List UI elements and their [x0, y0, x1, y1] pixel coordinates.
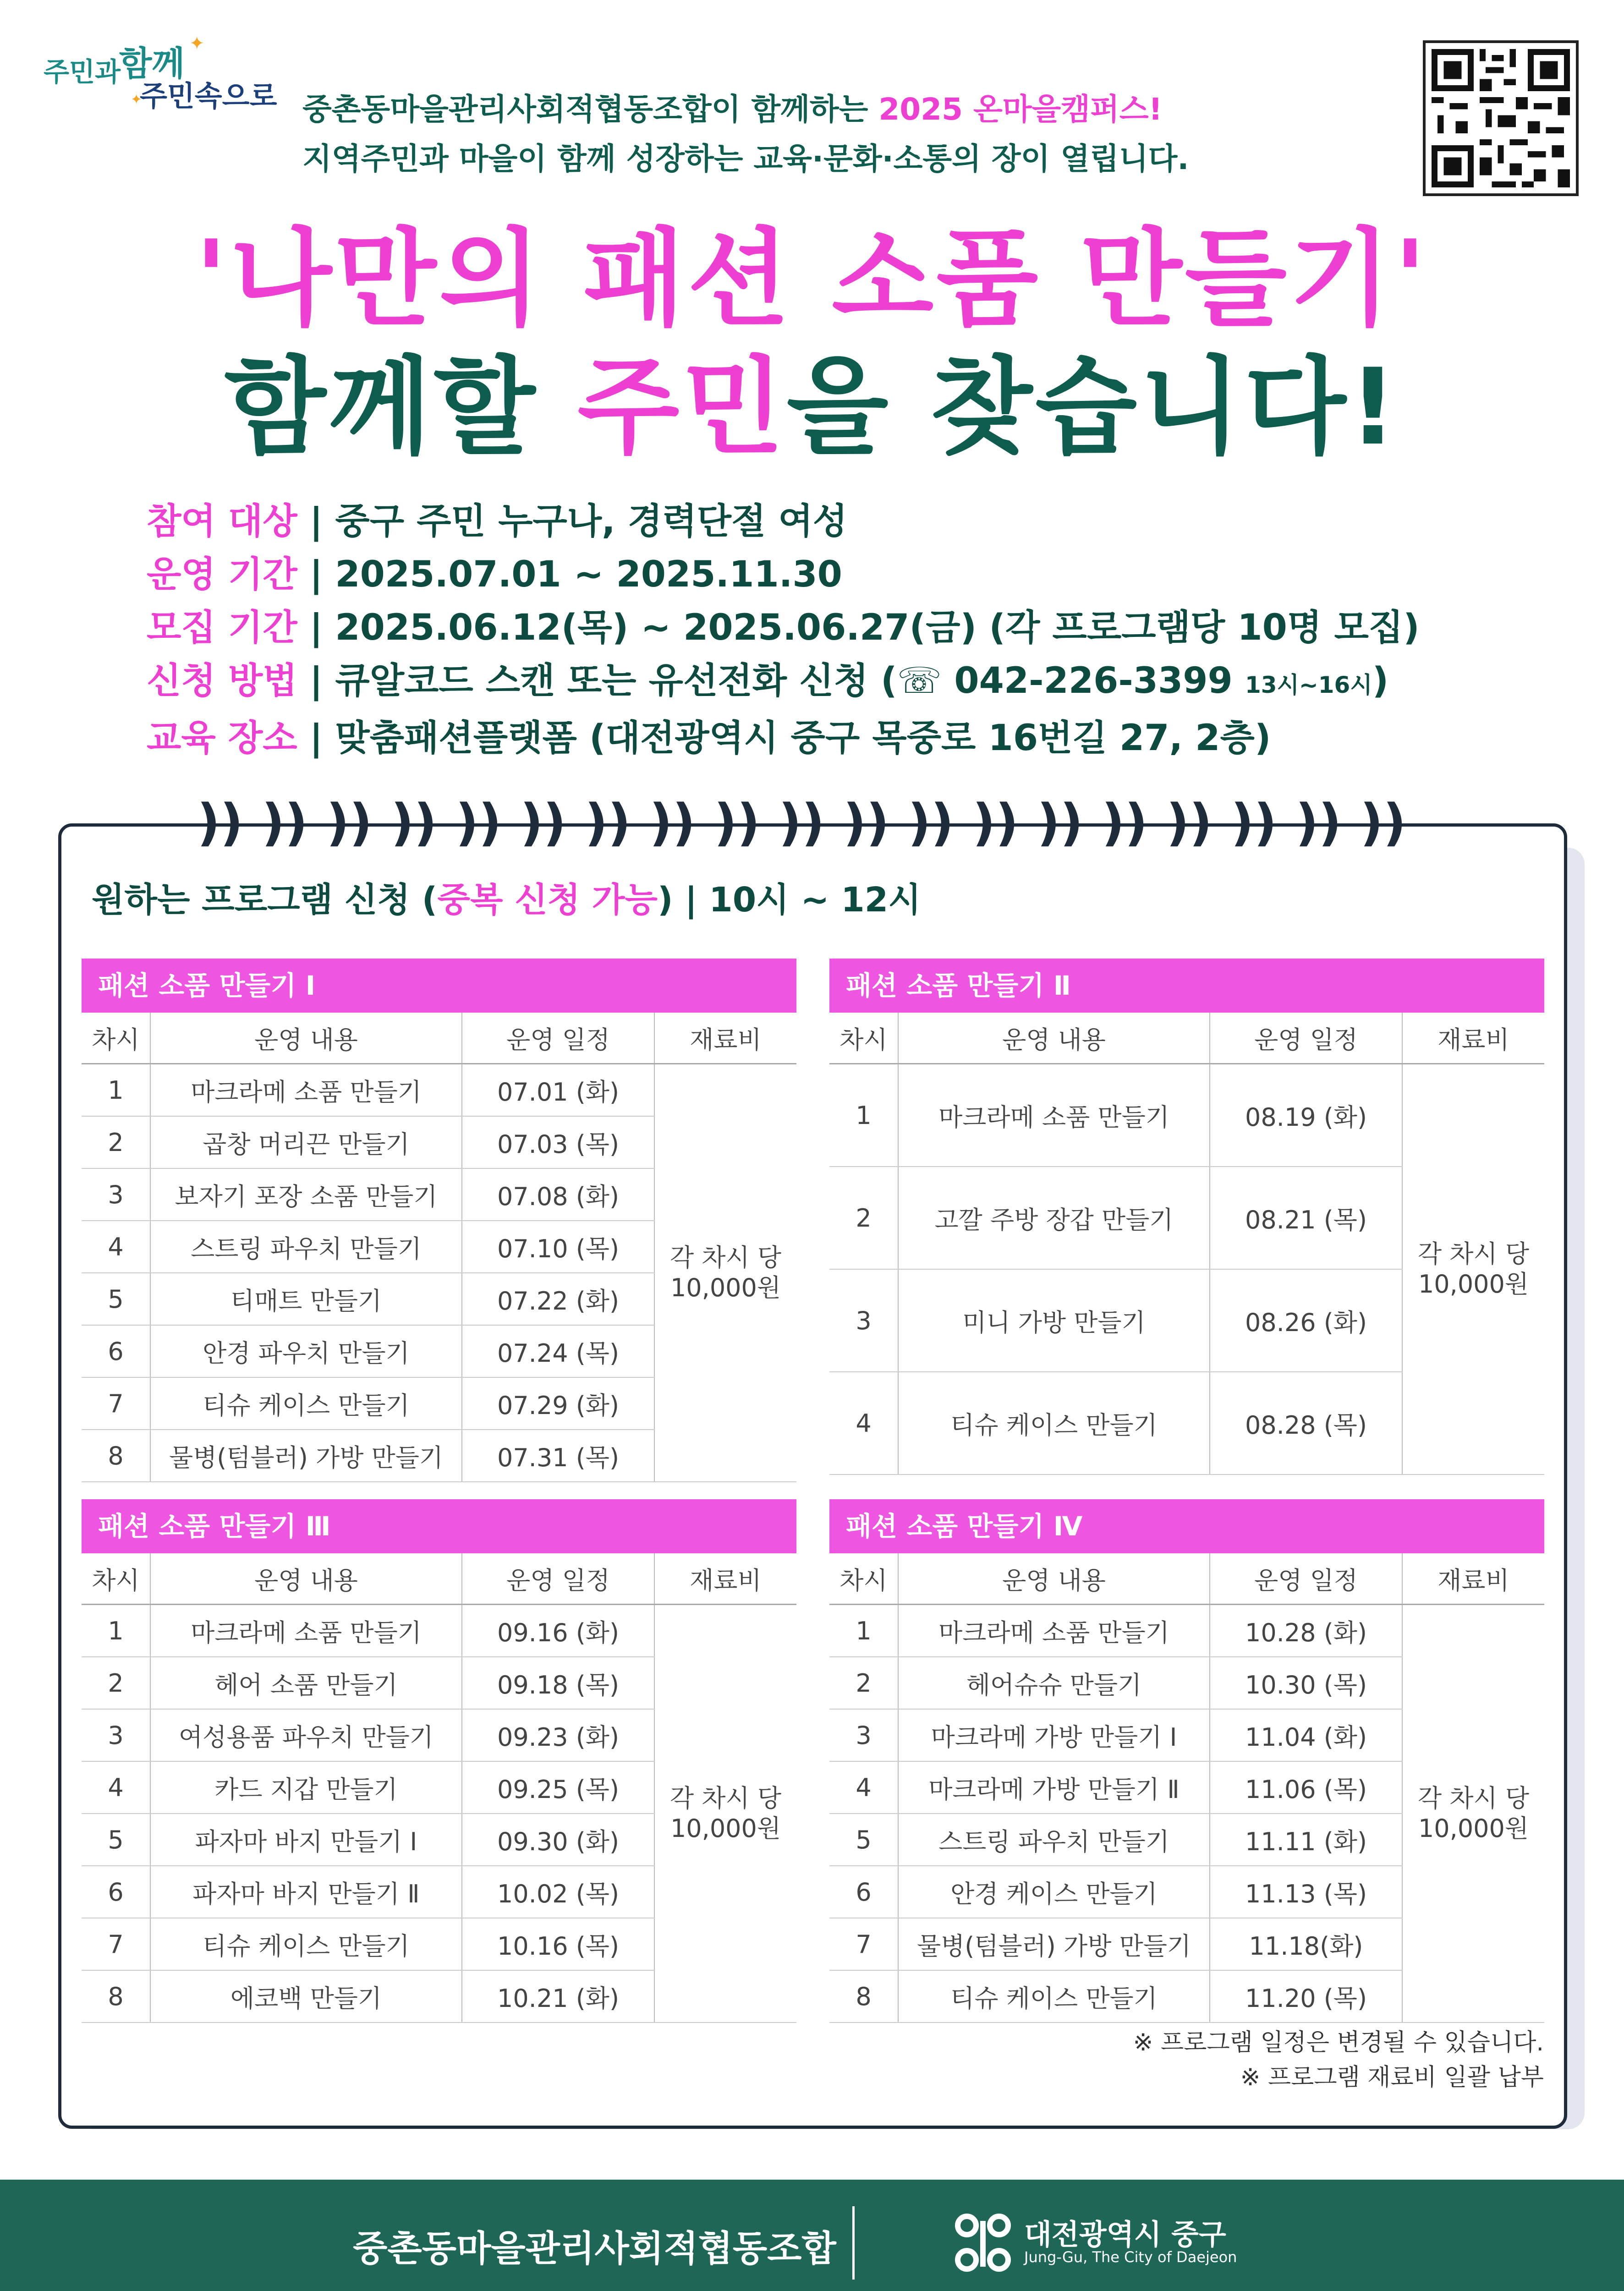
- session-number: 3: [82, 1168, 150, 1221]
- session-date: 07.10 (목): [462, 1221, 654, 1273]
- column-header: 차시: [82, 1013, 150, 1064]
- session-date: 11.11 (화): [1210, 1814, 1402, 1866]
- session-content: 여성용품 파우치 만들기: [150, 1709, 462, 1761]
- session-number: 6: [829, 1866, 898, 1918]
- sparkle-icon: ✦: [189, 33, 205, 54]
- info-value: | 중구 주민 누구나, 경력단절 여성: [297, 501, 848, 542]
- session-date: 10.28 (화): [1210, 1605, 1402, 1657]
- column-header: 차시: [82, 1553, 150, 1605]
- binder-ring: )): [1166, 793, 1213, 852]
- city-emblem-icon: [951, 2212, 1015, 2276]
- session-date: 07.22 (화): [462, 1273, 654, 1325]
- logo-text-1: 주민과: [44, 56, 121, 88]
- table-row: [829, 1064, 1544, 1167]
- session-content: 마크라메 소품 만들기: [150, 1064, 462, 1117]
- column-header: 운영 일정: [1210, 1013, 1402, 1064]
- session-date: 10.02 (목): [462, 1866, 654, 1918]
- session-number: 3: [829, 1269, 898, 1372]
- info-label: 운영 기간: [147, 554, 297, 595]
- info-row-recruit: [147, 601, 1521, 654]
- session-number: 1: [82, 1064, 150, 1117]
- session-content: 티슈 케이스 만들기: [898, 1970, 1210, 2022]
- session-date: 07.29 (화): [462, 1377, 654, 1430]
- session-content: 헤어슈슈 만들기: [898, 1657, 1210, 1709]
- session-content: 스트링 파우치 만들기: [898, 1814, 1210, 1866]
- session-date: 10.30 (목): [1210, 1657, 1402, 1709]
- binder-rings: [197, 795, 1434, 855]
- note-fee: ※ 프로그램 재료비 일괄 납부: [1240, 2064, 1544, 2091]
- column-header: 운영 내용: [150, 1553, 462, 1605]
- material-fee: 각 차시 당 10,000원: [1402, 1064, 1544, 1475]
- session-date: 11.04 (화): [1210, 1709, 1402, 1761]
- material-fee: 각 차시 당 10,000원: [1402, 1605, 1544, 2023]
- session-number: 5: [82, 1814, 150, 1866]
- intro-text: [302, 85, 1402, 184]
- info-row-period: [147, 548, 1521, 601]
- binder-ring: )): [908, 793, 954, 852]
- session-number: 1: [829, 1064, 898, 1167]
- info-label: 모집 기간: [147, 607, 297, 648]
- column-header: 재료비: [654, 1553, 796, 1605]
- session-content: 마크라메 소품 만들기: [898, 1605, 1210, 1657]
- binder-ring: )): [1360, 793, 1406, 852]
- sub-title-a: 함께할: [224, 346, 578, 469]
- binder-ring: )): [520, 793, 566, 852]
- program-table: [82, 1013, 796, 1482]
- session-content: 스트링 파우치 만들기: [150, 1221, 462, 1273]
- session-number: 2: [82, 1116, 150, 1168]
- session-number: 1: [82, 1605, 150, 1657]
- session-content: 파자마 바지 만들기 Ⅰ: [150, 1814, 462, 1866]
- info-value-tail: ): [1372, 660, 1389, 702]
- table-header-row: [82, 1013, 796, 1064]
- session-date: 09.25 (목): [462, 1761, 654, 1814]
- program-table: [829, 1013, 1544, 1475]
- program-block-4: [829, 1499, 1544, 2023]
- session-number: 2: [829, 1167, 898, 1269]
- binder-ring: )): [779, 793, 825, 852]
- session-number: 4: [829, 1372, 898, 1474]
- card-heading-highlight: 중복 신청 가능: [437, 880, 658, 920]
- session-number: 1: [829, 1605, 898, 1657]
- session-number: 7: [82, 1377, 150, 1430]
- binder-ring: )): [649, 793, 696, 852]
- session-date: 11.20 (목): [1210, 1970, 1402, 2022]
- footer-city-sub: Jung-Gu, The City of Daejeon: [1024, 2248, 1237, 2266]
- program-title-bar: 패션 소품 만들기 Ⅰ: [82, 959, 796, 1013]
- info-value: | 2025.06.12(목) ~ 2025.06.27(금) (각 프로그램당 10명 모집): [297, 607, 1420, 648]
- note-schedule: ※ 프로그램 일정은 변경될 수 있습니다.: [1133, 2029, 1544, 2056]
- session-date: 11.18(화): [1210, 1918, 1402, 1970]
- binder-ring: )): [1102, 793, 1148, 852]
- info-label: 신청 방법: [147, 660, 297, 702]
- session-date: 08.19 (화): [1210, 1064, 1402, 1167]
- session-date: 10.16 (목): [462, 1918, 654, 1970]
- footer: [0, 2180, 1624, 2291]
- session-content: 마크라메 가방 만들기 Ⅱ: [898, 1761, 1210, 1814]
- binder-ring: )): [1231, 793, 1277, 852]
- sub-title: [0, 348, 1624, 467]
- material-fee: 각 차시 당 10,000원: [654, 1064, 796, 1482]
- column-header: 재료비: [1402, 1553, 1544, 1605]
- session-number: 8: [829, 1970, 898, 2022]
- session-date: 07.31 (목): [462, 1430, 654, 1482]
- binder-ring: )): [1037, 793, 1083, 852]
- session-number: 4: [829, 1761, 898, 1814]
- binder-ring: )): [455, 793, 502, 852]
- session-number: 7: [82, 1918, 150, 1970]
- session-number: 2: [829, 1657, 898, 1709]
- column-header: 운영 일정: [462, 1553, 654, 1605]
- info-value: | 2025.07.01 ~ 2025.11.30: [297, 554, 842, 595]
- column-header: 운영 내용: [898, 1553, 1210, 1605]
- program-table: [82, 1553, 796, 2023]
- info-value: | 맞춤패션플랫폼 (대전광역시 중구 목중로 16번길 27, 2층): [297, 718, 1271, 759]
- session-number: 8: [82, 1430, 150, 1482]
- info-label: 교육 장소: [147, 718, 297, 759]
- info-row-place: [147, 712, 1521, 765]
- table-row: [829, 1605, 1544, 1657]
- table-header-row: [829, 1553, 1544, 1605]
- program-table: [829, 1553, 1544, 2023]
- table-row: [82, 1064, 796, 1117]
- sparkle-icon: ✦: [131, 92, 143, 108]
- intro-line1: 중촌동마을관리사회적협동조합이 함께하는: [302, 92, 879, 127]
- session-date: 07.08 (화): [462, 1168, 654, 1221]
- session-content: 티슈 케이스 만들기: [150, 1918, 462, 1970]
- session-number: 4: [82, 1761, 150, 1814]
- column-header: 재료비: [654, 1013, 796, 1064]
- session-content: 티매트 만들기: [150, 1273, 462, 1325]
- session-content: 티슈 케이스 만들기: [898, 1372, 1210, 1474]
- card-heading-a: 원하는 프로그램 신청 (: [92, 880, 438, 920]
- binder-ring: )): [197, 793, 243, 852]
- session-content: 마크라메 소품 만들기: [150, 1605, 462, 1657]
- intro-highlight: 2025 온마을캠퍼스: [878, 92, 1149, 127]
- card-heading: [92, 873, 921, 921]
- binder-ring: )): [262, 793, 308, 852]
- session-content: 보자기 포장 소품 만들기: [150, 1168, 462, 1221]
- binder-ring: )): [972, 793, 1019, 852]
- session-number: 6: [82, 1866, 150, 1918]
- table-row: [82, 1605, 796, 1657]
- card-heading-b: ) | 10시 ~ 12시: [657, 880, 921, 920]
- sub-title-b: 을 찾습니다!: [786, 346, 1400, 469]
- session-number: 6: [82, 1325, 150, 1377]
- column-header: 운영 내용: [898, 1013, 1210, 1064]
- session-date: 09.16 (화): [462, 1605, 654, 1657]
- session-date: 07.03 (목): [462, 1116, 654, 1168]
- session-date: 08.26 (화): [1210, 1269, 1402, 1372]
- sub-title-highlight: 주민: [577, 346, 787, 469]
- main-title: '나만의 패션 소품 만들기': [195, 218, 1429, 340]
- session-date: 11.06 (목): [1210, 1761, 1402, 1814]
- notes: [1133, 2025, 1544, 2095]
- program-title-bar: 패션 소품 만들기 Ⅲ: [82, 1499, 796, 1553]
- intro-line2: 지역주민과 마을이 함께 성장하는 교육·문화·소통의 장이 열립니다.: [302, 141, 1189, 176]
- session-content: 안경 케이스 만들기: [898, 1866, 1210, 1918]
- footer-org: 중촌동마을관리사회적협동조합: [353, 2228, 836, 2269]
- session-number: 5: [82, 1273, 150, 1325]
- binder-ring: )): [391, 793, 437, 852]
- session-content: 헤어 소품 만들기: [150, 1657, 462, 1709]
- table-header-row: [829, 1013, 1544, 1064]
- session-date: 07.24 (목): [462, 1325, 654, 1377]
- material-fee: 각 차시 당 10,000원: [654, 1605, 796, 2023]
- session-content: 고깔 주방 장갑 만들기: [898, 1167, 1210, 1269]
- footer-divider: [852, 2206, 855, 2280]
- session-number: 3: [82, 1709, 150, 1761]
- column-header: 운영 일정: [1210, 1553, 1402, 1605]
- logo-text-2: 함께: [119, 44, 185, 83]
- column-header: 차시: [829, 1013, 898, 1064]
- session-content: 파자마 바지 만들기 Ⅱ: [150, 1866, 462, 1918]
- session-number: 2: [82, 1657, 150, 1709]
- binder-ring: )): [326, 793, 373, 852]
- info-row-target: [147, 495, 1521, 548]
- session-date: 08.21 (목): [1210, 1167, 1402, 1269]
- binder-ring: )): [714, 793, 760, 852]
- info-row-apply: [147, 654, 1521, 712]
- session-content: 물병(텀블러) 가방 만들기: [150, 1430, 462, 1482]
- binder-ring: )): [1295, 793, 1342, 852]
- session-date: 09.30 (화): [462, 1814, 654, 1866]
- session-number: 3: [829, 1709, 898, 1761]
- info-value: | 큐알코드 스캔 또는 유선전화 신청 (☏ 042-226-3399: [297, 660, 1245, 702]
- program-block-2: [829, 959, 1544, 1475]
- session-date: 07.01 (화): [462, 1064, 654, 1117]
- qr-code-icon[interactable]: [1423, 40, 1579, 196]
- session-date: 09.18 (목): [462, 1657, 654, 1709]
- session-content: 물병(텀블러) 가방 만들기: [898, 1918, 1210, 1970]
- session-date: 08.28 (목): [1210, 1372, 1402, 1474]
- session-content: 곱창 머리끈 만들기: [150, 1116, 462, 1168]
- program-block-1: [82, 959, 796, 1482]
- column-header: 운영 내용: [150, 1013, 462, 1064]
- session-date: 09.23 (화): [462, 1709, 654, 1761]
- session-number: 7: [829, 1918, 898, 1970]
- program-block-3: [82, 1499, 796, 2023]
- program-title-bar: 패션 소품 만들기 Ⅱ: [829, 959, 1544, 1013]
- session-content: 마크라메 가방 만들기 Ⅰ: [898, 1709, 1210, 1761]
- intro-mark: !: [1148, 92, 1163, 127]
- column-header: 재료비: [1402, 1013, 1544, 1064]
- session-content: 카드 지갑 만들기: [150, 1761, 462, 1814]
- info-label: 참여 대상: [147, 501, 297, 542]
- column-header: 운영 일정: [462, 1013, 654, 1064]
- program-title-bar: 패션 소품 만들기 Ⅳ: [829, 1499, 1544, 1553]
- session-content: 안경 파우치 만들기: [150, 1325, 462, 1377]
- campaign-logo: [44, 33, 282, 115]
- column-header: 차시: [829, 1553, 898, 1605]
- session-content: 에코백 만들기: [150, 1970, 462, 2022]
- session-date: 10.21 (화): [462, 1970, 654, 2022]
- table-header-row: [82, 1553, 796, 1605]
- binder-ring: )): [585, 793, 631, 852]
- footer-city-name: 대전광역시 중구: [1024, 2218, 1226, 2251]
- session-content: 티슈 케이스 만들기: [150, 1377, 462, 1430]
- binder-ring: )): [843, 793, 889, 852]
- session-date: 11.13 (목): [1210, 1866, 1402, 1918]
- session-content: 마크라메 소품 만들기: [898, 1064, 1210, 1167]
- session-content: 미니 가방 만들기: [898, 1269, 1210, 1372]
- session-number: 5: [829, 1814, 898, 1866]
- info-list: [147, 495, 1521, 765]
- session-number: 8: [82, 1970, 150, 2022]
- session-number: 4: [82, 1221, 150, 1273]
- phone-hours: 13시~16시: [1245, 672, 1372, 698]
- logo-text-3: 주민속으로: [140, 79, 277, 113]
